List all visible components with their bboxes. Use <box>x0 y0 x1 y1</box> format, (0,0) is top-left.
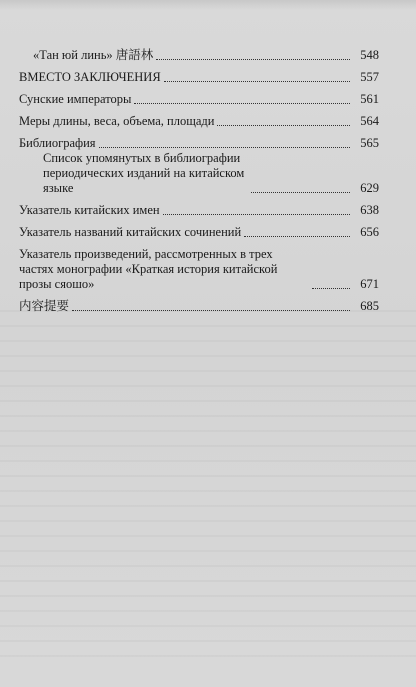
toc-entry-measures <box>19 114 379 129</box>
reverse-side-bleed-through <box>0 300 416 660</box>
dot-leader <box>99 146 350 148</box>
dot-leader <box>164 80 350 82</box>
toc-entry-page: 638 <box>360 203 379 217</box>
page-top-shadow <box>0 0 416 10</box>
toc-entry-title: Сунские императоры <box>19 92 132 106</box>
table-of-contents <box>19 48 379 320</box>
toc-entry-title: 内容提要 <box>19 299 70 313</box>
dot-leader <box>156 58 350 60</box>
toc-entry-periodicals-list <box>19 151 379 196</box>
toc-entry-page: 629 <box>360 181 379 195</box>
dot-leader <box>312 287 350 289</box>
toc-entry-title: Указатель названий китайских сочинений <box>19 225 242 239</box>
toc-entry-summary <box>19 299 379 314</box>
toc-entry-page: 656 <box>360 225 379 239</box>
toc-entry-page: 671 <box>360 277 379 291</box>
toc-entry-title: Список упомянутых в библиографии периодических изданий на китайском языке <box>43 151 245 195</box>
toc-entry-title: Библиография <box>19 136 96 150</box>
dot-leader <box>134 102 350 104</box>
toc-entry-works-index <box>19 225 379 240</box>
toc-entry-page: 565 <box>360 136 379 150</box>
toc-entry-conclusion <box>19 70 379 85</box>
toc-entry-xiaoshuo-index <box>19 247 379 292</box>
toc-entry-title: Указатель китайских имен <box>19 203 160 217</box>
dot-leader <box>163 213 350 215</box>
toc-entry-title: Меры длины, веса, объема, площади <box>19 114 215 128</box>
dot-leader <box>217 124 350 126</box>
toc-entry-song-emperors <box>19 92 379 107</box>
toc-entry-page: 557 <box>360 70 379 84</box>
toc-entry-page: 561 <box>360 92 379 106</box>
toc-entry-tang-yu-lin <box>19 48 379 63</box>
toc-entry-title: «Тан юй линь» 唐語林 <box>33 48 154 62</box>
toc-entry-bibliography <box>19 136 379 151</box>
toc-entry-names-index <box>19 203 379 218</box>
dot-leader <box>244 235 350 237</box>
dot-leader <box>251 191 350 193</box>
toc-entry-title: ВМЕСТО ЗАКЛЮЧЕНИЯ <box>19 70 161 84</box>
dot-leader <box>72 309 350 311</box>
toc-entry-page: 564 <box>360 114 379 128</box>
toc-entry-page: 548 <box>360 48 379 62</box>
toc-entry-title: Указатель произведений, рассмотренных в трех частях монографии «Краткая история китайской прозы сяошо» <box>19 247 278 291</box>
toc-entry-page: 685 <box>360 299 379 313</box>
